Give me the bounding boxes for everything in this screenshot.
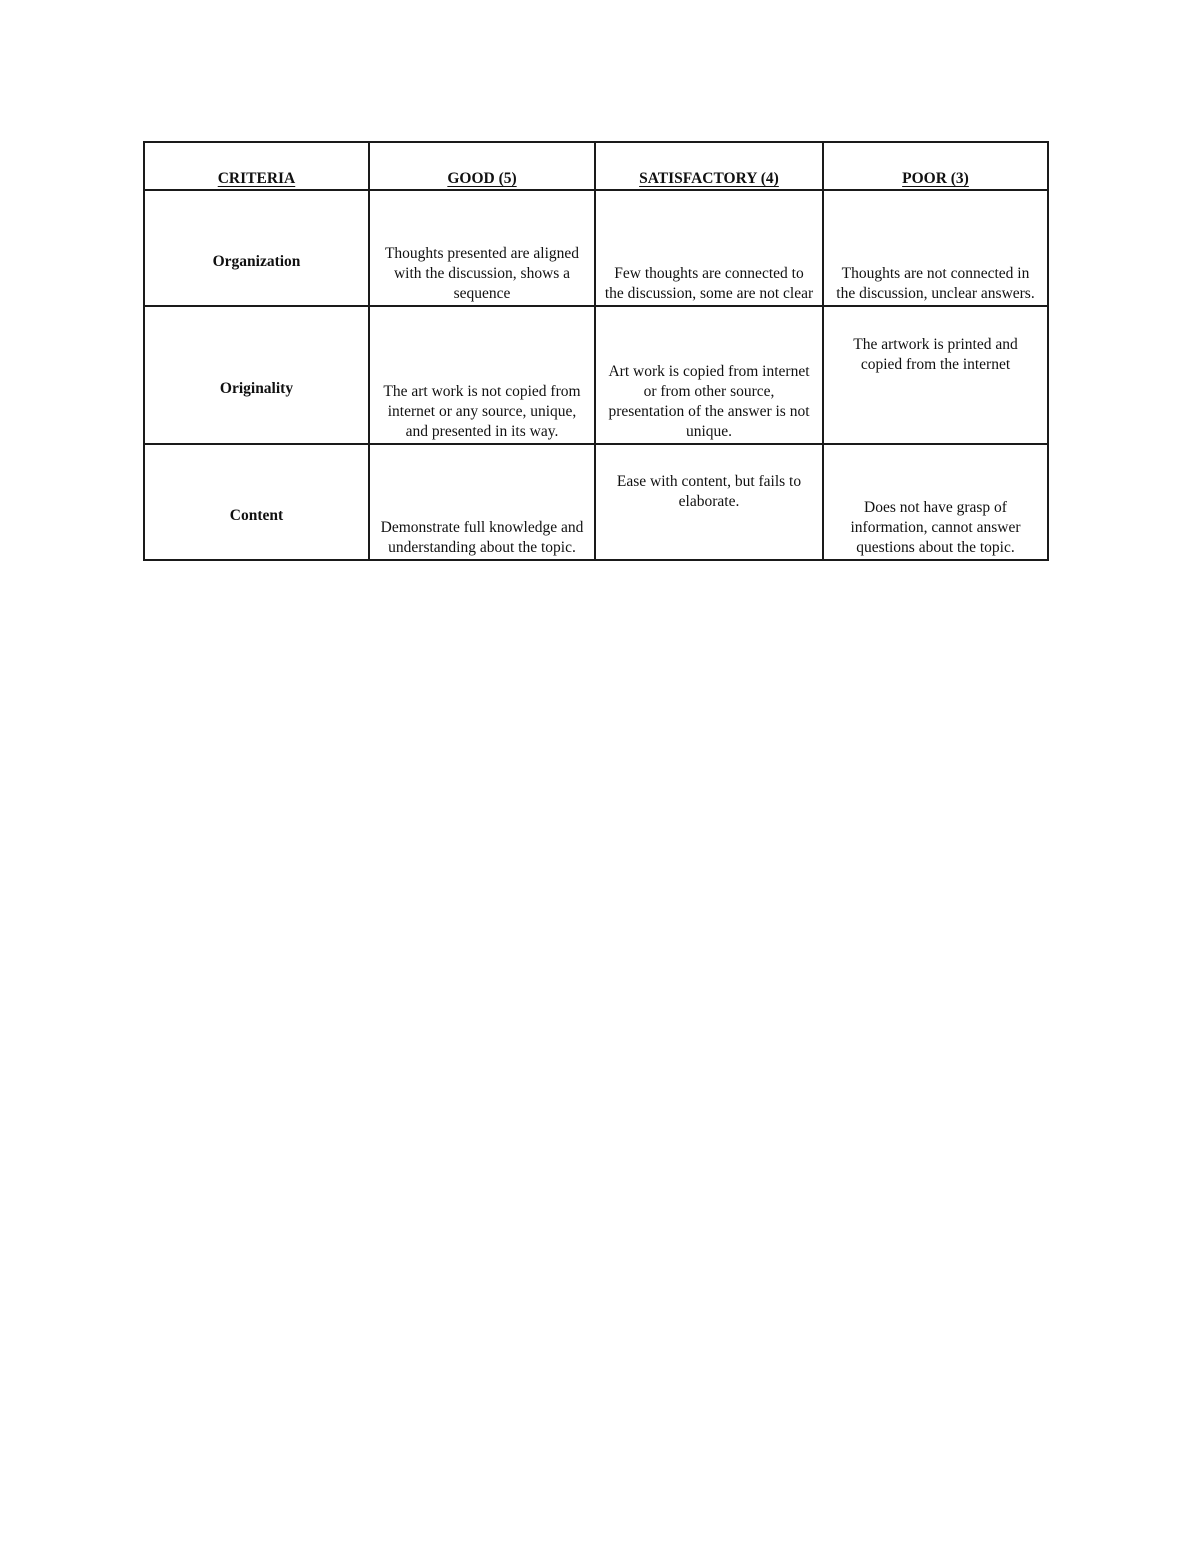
header-good: GOOD (5) [369,142,595,190]
criterion-cell: Content [144,444,369,560]
table-row [144,190,1048,306]
header-criteria: CRITERIA [144,142,369,190]
header-satisfactory: SATISFACTORY (4) [595,142,823,190]
table-row [144,444,1048,560]
poor-cell: Thoughts are not connected in the discussion, unclear answers. [823,190,1048,306]
header-row [144,142,1048,190]
satisfactory-cell: Few thoughts are connected to the discussion, some are not clear [595,190,823,306]
poor-cell: Does not have grasp of information, cannot answer questions about the topic. [823,444,1048,560]
good-cell: Thoughts presented are aligned with the discussion, shows a sequence [369,190,595,306]
good-cell: Demonstrate full knowledge and understanding about the topic. [369,444,595,560]
criterion-cell: Originality [144,306,369,444]
rubric-table [143,141,1049,561]
table-row [144,306,1048,444]
satisfactory-cell: Art work is copied from internet or from other source, presentation of the answer is not unique. [595,306,823,444]
poor-cell: The artwork is printed and copied from the internet [823,306,1048,444]
satisfactory-cell: Ease with content, but fails to elaborate. [595,444,823,560]
good-cell: The art work is not copied from internet or any source, unique, and presented in its way. [369,306,595,444]
criterion-cell: Organization [144,190,369,306]
header-poor: POOR (3) [823,142,1048,190]
